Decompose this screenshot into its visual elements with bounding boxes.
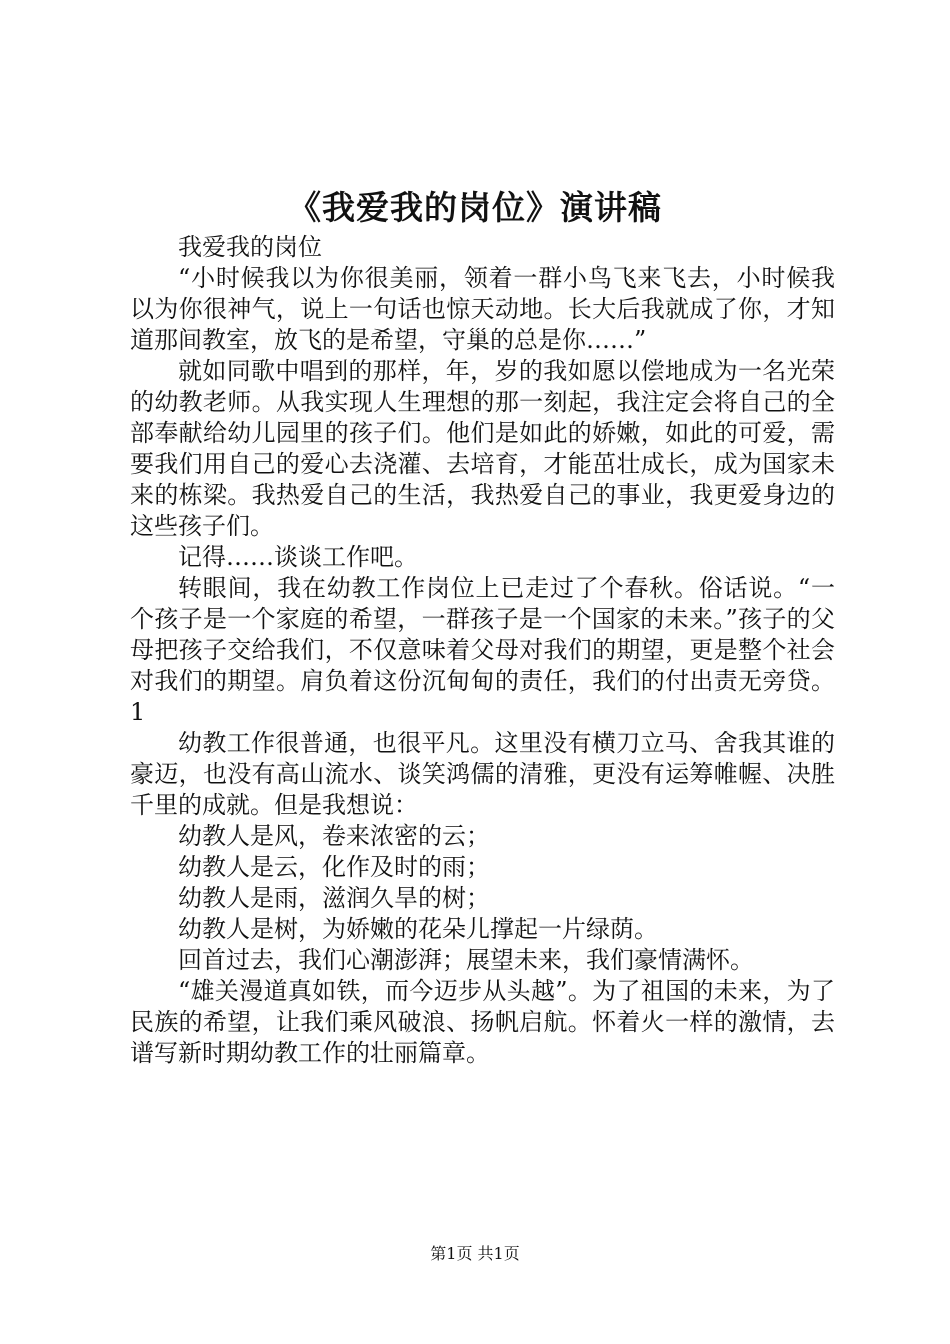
- paragraph: 回首过去，我们心潮澎湃；展望未来，我们豪情满怀。: [178, 946, 754, 974]
- paragraph: 幼教人是风，卷来浓密的云；: [178, 822, 490, 850]
- paragraph: 幼教人是雨，滋润久旱的树；: [178, 884, 490, 912]
- paragraph: 幼教工作很普通，也很平凡。这里没有横刀立马、舍我其谁的豪迈，也没有高山流水、谈笑鸿儒的清雅，更没有运筹帷幄、决胜千里的成就。但是我想说：: [130, 729, 835, 819]
- paragraph: “雄关漫道真如铁，而今迈步从头越”。为了祖国的未来，为了民族的希望，让我们乘风破浪、扬帆启航。怀着火一样的激情，去谱写新时期幼教工作的壮丽篇章。: [130, 977, 835, 1067]
- document-title: 《我爱我的岗位》演讲稿: [288, 188, 662, 227]
- paragraph: 记得……谈谈工作吧。: [178, 543, 418, 571]
- paragraph: 我爱我的岗位: [178, 233, 322, 261]
- document-body: [130, 232, 835, 1069]
- paragraph: “小时候我以为你很美丽，领着一群小鸟飞来飞去，小时候我以为你很神气，说上一句话也惊天动地。长大后我就成了你，才知道那间教室，放飞的是希望，守巢的总是你……”: [130, 264, 835, 354]
- paragraph: 转眼间，我在幼教工作岗位上已走过了个春秋。俗话说。“一个孩子是一个家庭的希望，一群孩子是一个国家的未来。”孩子的父母把孩子交给我们，不仅意味着父母对我们的期望，更是整个社会对我们的期望。肩负着这份沉甸甸的责任，我们的付出责无旁贷。1: [130, 574, 835, 726]
- paragraph: 幼教人是树，为娇嫩的花朵儿撑起一片绿荫。: [178, 915, 658, 943]
- paragraph: 就如同歌中唱到的那样，年，岁的我如愿以偿地成为一名光荣的幼教老师。从我实现人生理想的那一刻起，我注定会将自己的全部奉献给幼儿园里的孩子们。他们是如此的娇嫩，如此的可爱，需要我们用自己的爱心去浇灌、去培育，才能茁壮成长，成为国家未来的栋梁。我热爱自己的生活，我热爱自己的事业，我更爱身边的这些孩子们。: [130, 357, 835, 540]
- page-number-footer: 第1页 共1页: [430, 1244, 520, 1263]
- paragraph: 幼教人是云，化作及时的雨；: [178, 853, 490, 881]
